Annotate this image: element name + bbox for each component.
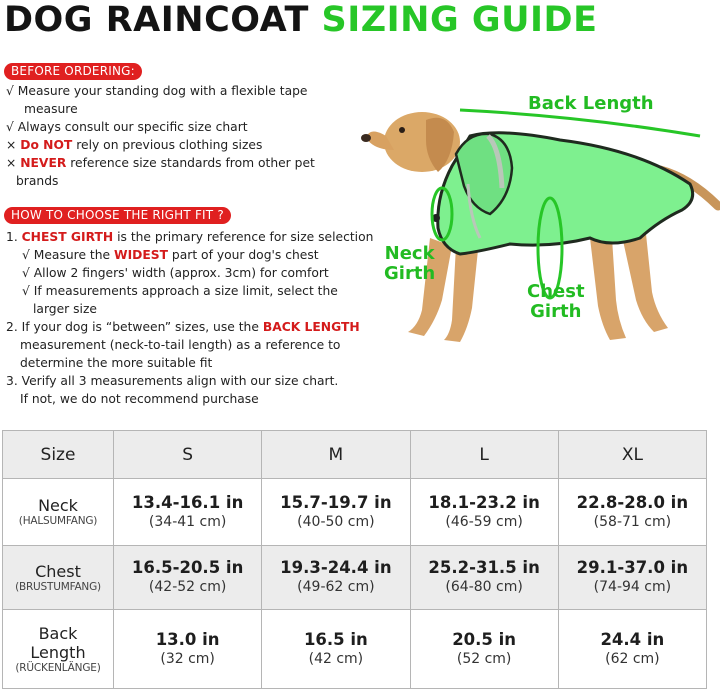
list-item: brands bbox=[16, 174, 59, 188]
table-row bbox=[3, 479, 707, 546]
how-to-choose-list bbox=[6, 228, 373, 408]
dog-head bbox=[361, 112, 460, 172]
list-item: √ If measurements approach a size limit, select the bbox=[22, 284, 338, 298]
header-cell: L bbox=[410, 431, 558, 479]
header-cell: M bbox=[262, 431, 410, 479]
size-chart-table bbox=[2, 430, 707, 689]
header-cell: XL bbox=[558, 431, 706, 479]
list-item: √ Always consult our specific size chart bbox=[6, 120, 248, 134]
list-item: measurement (neck-to-tail length) as a reference to bbox=[20, 338, 341, 352]
table-cell: 16.5 in (42 cm) bbox=[262, 610, 410, 689]
table-header-row bbox=[3, 431, 707, 479]
chest-girth-label: Chest Girth bbox=[527, 281, 585, 322]
list-item: × NEVER reference size standards from other pet bbox=[6, 156, 315, 170]
list-item: measure bbox=[24, 102, 78, 116]
table-cell: 25.2-31.5 in (64-80 cm) bbox=[410, 546, 558, 610]
list-item: √ Measure your standing dog with a flexible tape bbox=[6, 84, 308, 98]
before-ordering-badge: BEFORE ORDERING: bbox=[4, 63, 142, 80]
row-label-cell: Back Length (RÜCKENLÄNGE) bbox=[3, 610, 114, 689]
list-item: 1. CHEST GIRTH is the primary reference for size selection bbox=[6, 230, 374, 244]
before-ordering-list bbox=[6, 82, 315, 190]
header-cell: S bbox=[114, 431, 262, 479]
table-row bbox=[3, 610, 707, 689]
list-item: larger size bbox=[33, 302, 97, 316]
list-item: If not, we do not recommend purchase bbox=[20, 392, 259, 406]
header-cell: Size bbox=[3, 431, 114, 479]
list-item: √ Allow 2 fingers' width (approx. 3cm) for comfort bbox=[22, 266, 329, 280]
neck-girth-label: Neck Girth bbox=[384, 243, 436, 284]
table-cell: 13.0 in (32 cm) bbox=[114, 610, 262, 689]
table-cell: 15.7-19.7 in (40-50 cm) bbox=[262, 479, 410, 546]
table-cell: 18.1-23.2 in (46-59 cm) bbox=[410, 479, 558, 546]
table-row bbox=[3, 546, 707, 610]
table-cell: 19.3-24.4 in (49-62 cm) bbox=[262, 546, 410, 610]
list-item: √ Measure the WIDEST part of your dog's chest bbox=[22, 248, 319, 262]
back-length-label: Back Length bbox=[528, 93, 654, 114]
table-cell: 22.8-28.0 in (58-71 cm) bbox=[558, 479, 706, 546]
row-label-cell: Chest (BRUSTUMFANG) bbox=[3, 546, 114, 610]
page-title bbox=[4, 0, 716, 44]
table-cell: 20.5 in (52 cm) bbox=[410, 610, 558, 689]
table-cell: 13.4-16.1 in (34-41 cm) bbox=[114, 479, 262, 546]
table-cell: 29.1-37.0 in (74-94 cm) bbox=[558, 546, 706, 610]
title-part-2: SIZING GUIDE bbox=[321, 0, 598, 40]
title-part-1: DOG RAINCOAT bbox=[4, 0, 309, 40]
list-item: × Do NOT rely on previous clothing sizes bbox=[6, 138, 263, 152]
table-cell: 16.5-20.5 in (42-52 cm) bbox=[114, 546, 262, 610]
list-item: 2. If your dog is “between” sizes, use the BACK LENGTH bbox=[6, 320, 360, 334]
list-item: 3. Verify all 3 measurements align with our size chart. bbox=[6, 374, 339, 388]
how-to-choose-badge: HOW TO CHOOSE THE RIGHT FIT ? bbox=[4, 207, 231, 224]
table-cell: 24.4 in (62 cm) bbox=[558, 610, 706, 689]
row-label-cell: Neck (HALSUMFANG) bbox=[3, 479, 114, 546]
list-item: determine the more suitable fit bbox=[20, 356, 213, 370]
